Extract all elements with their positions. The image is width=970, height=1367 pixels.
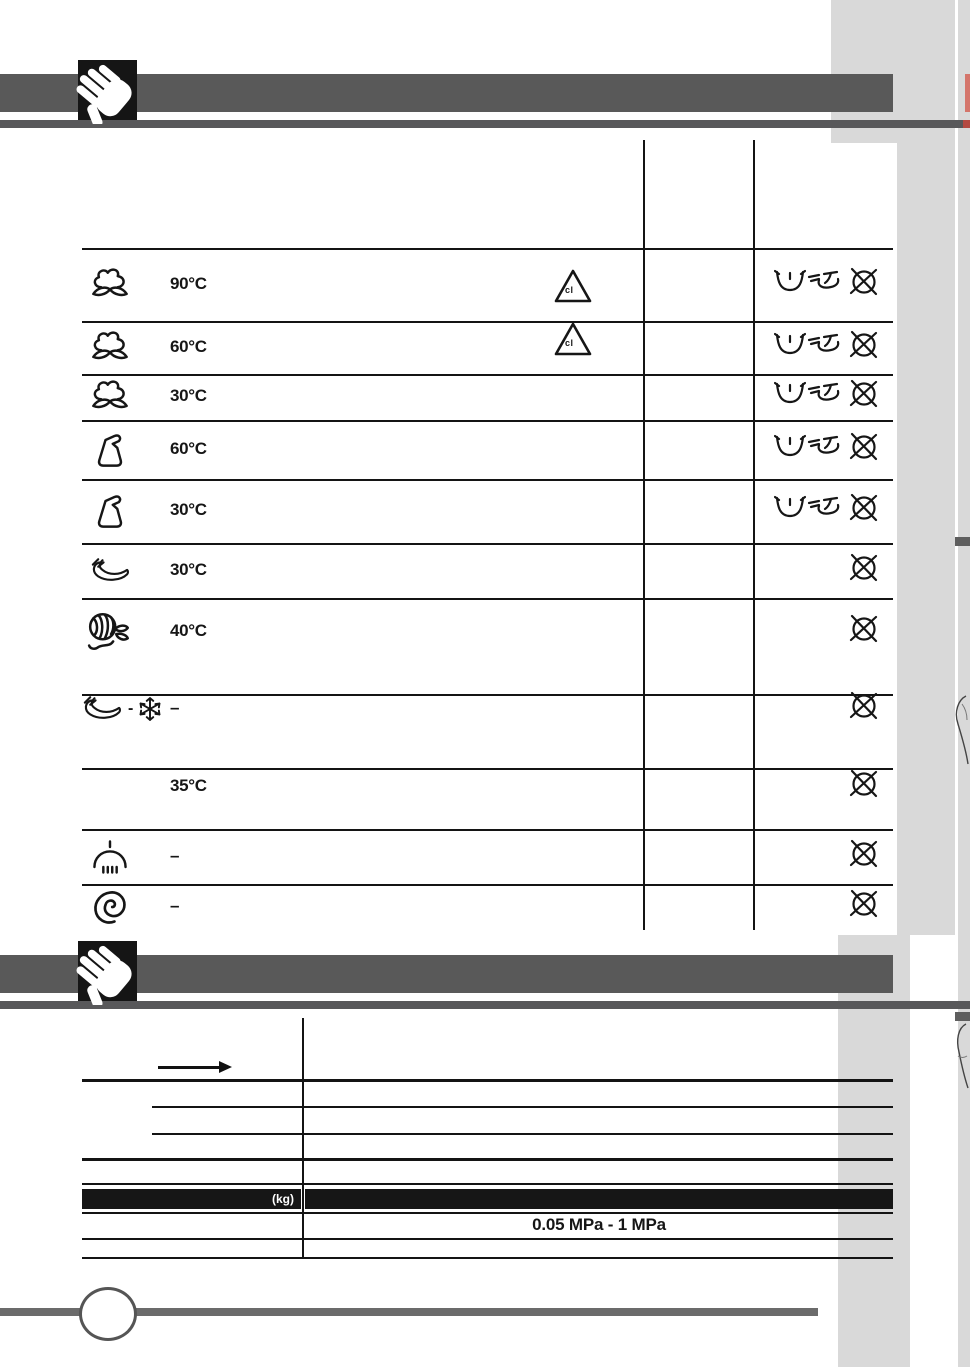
no-dry-clean-icon: [846, 549, 882, 590]
no-dry-clean-icon: [846, 375, 882, 416]
page-edge-tab: [955, 537, 970, 546]
section-header-rule: [0, 1001, 970, 1009]
cotton-icon: [78, 261, 142, 309]
washtub-icon: [774, 380, 806, 411]
no-dry-clean-icon: [846, 326, 882, 367]
washtub-icon: [774, 268, 806, 299]
care-table-row-line: [82, 420, 893, 422]
washtub-icon: [774, 494, 806, 525]
rinse-icon: [78, 833, 142, 881]
page-edge-shading-bottom: [838, 935, 910, 1367]
water-pressure-value: 0.05 MPa - 1 MPa: [532, 1215, 666, 1234]
spec-table-line: [152, 1106, 893, 1108]
no-dry-clean-icon: [846, 428, 882, 469]
temperature-label: 30°C: [170, 500, 207, 519]
spec-table-line: [82, 1212, 893, 1214]
temperature-label: 60°C: [170, 439, 207, 458]
care-table-column-line: [643, 140, 645, 930]
temperature-label: 35°C: [170, 776, 207, 795]
hand-icon: [74, 939, 140, 1005]
edge-red-accent: [965, 74, 970, 112]
wring-icon: [806, 380, 846, 411]
no-dry-clean-icon: [846, 885, 882, 926]
spec-table-line: [152, 1133, 893, 1135]
temperature-label: 40°C: [170, 621, 207, 640]
wring-icon: [806, 494, 846, 525]
care-table-row-line: [82, 884, 893, 886]
no-dry-clean-icon: [846, 489, 882, 530]
page-edge-shading-middle: [897, 143, 955, 935]
no-dry-clean-icon: [846, 765, 882, 806]
care-table-row-line: [82, 248, 893, 250]
no-dry-clean-icon: [846, 263, 882, 304]
separator: -: [128, 700, 134, 717]
synthetics-icon: [78, 487, 142, 535]
care-table-column-line: [753, 140, 755, 930]
care-table-row-line: [82, 321, 893, 323]
care-table-row-line: [82, 543, 893, 545]
spec-table-line: [82, 1079, 893, 1082]
no-dry-clean-icon: [846, 687, 882, 728]
temperature-label: –: [170, 698, 180, 717]
temperature-label: –: [170, 846, 180, 865]
section-hand-badge: [78, 60, 137, 120]
synthetics-icon: [78, 426, 142, 474]
care-table-row-line: [82, 768, 893, 770]
page-edge-illustration: [952, 690, 970, 800]
page-edge-strip: [958, 0, 970, 1367]
right-arrow-icon: [158, 1066, 220, 1069]
footer-ellipse: [79, 1287, 137, 1341]
care-table-row-line: [82, 598, 893, 600]
right-arrow-icon: [219, 1061, 232, 1073]
wring-icon: [806, 331, 846, 362]
bleach-label: cl: [565, 285, 574, 295]
wool-icon: [78, 608, 142, 656]
snowflake-icon: [137, 696, 163, 722]
delicates-icon: [78, 547, 142, 595]
washtub-icon: [774, 433, 806, 464]
spec-table-line: [82, 1158, 893, 1161]
bleach-label: cl: [565, 338, 574, 348]
kg-unit-label: (kg): [272, 1192, 294, 1206]
temperature-label: 30°C: [170, 560, 207, 579]
bleach-triangle-icon: [553, 321, 593, 357]
wring-icon: [806, 268, 846, 299]
page-edge-illustration: [950, 1022, 970, 1112]
cotton-icon: [78, 373, 142, 421]
cotton-icon: [78, 324, 142, 372]
edge-red-accent: [963, 120, 970, 128]
spin-icon: [78, 883, 142, 931]
temperature-label: 60°C: [170, 337, 207, 356]
care-table-row-line: [82, 829, 893, 831]
section-hand-badge: [78, 941, 137, 1001]
temperature-label: 90°C: [170, 274, 207, 293]
no-dry-clean-icon: [846, 835, 882, 876]
delicates-icon: [80, 694, 124, 724]
bleach-triangle-icon: [553, 268, 593, 304]
fabric-symbol-group: [80, 693, 210, 725]
section-header-rule: [0, 120, 970, 128]
page-edge-tab: [955, 1012, 970, 1021]
hand-icon: [74, 58, 140, 124]
care-table-row-line: [82, 479, 893, 481]
wring-icon: [806, 433, 846, 464]
washtub-icon: [774, 331, 806, 362]
temperature-label: –: [170, 896, 180, 915]
spec-table-line: [82, 1257, 893, 1259]
spec-capacity-row: [305, 1189, 893, 1209]
temperature-label: 30°C: [170, 386, 207, 405]
care-table-row-line: [82, 374, 893, 376]
no-dry-clean-icon: [846, 610, 882, 651]
spec-table-divider: [302, 1018, 304, 1258]
spec-table-line: [82, 1183, 893, 1185]
spec-table-line: [82, 1238, 893, 1240]
